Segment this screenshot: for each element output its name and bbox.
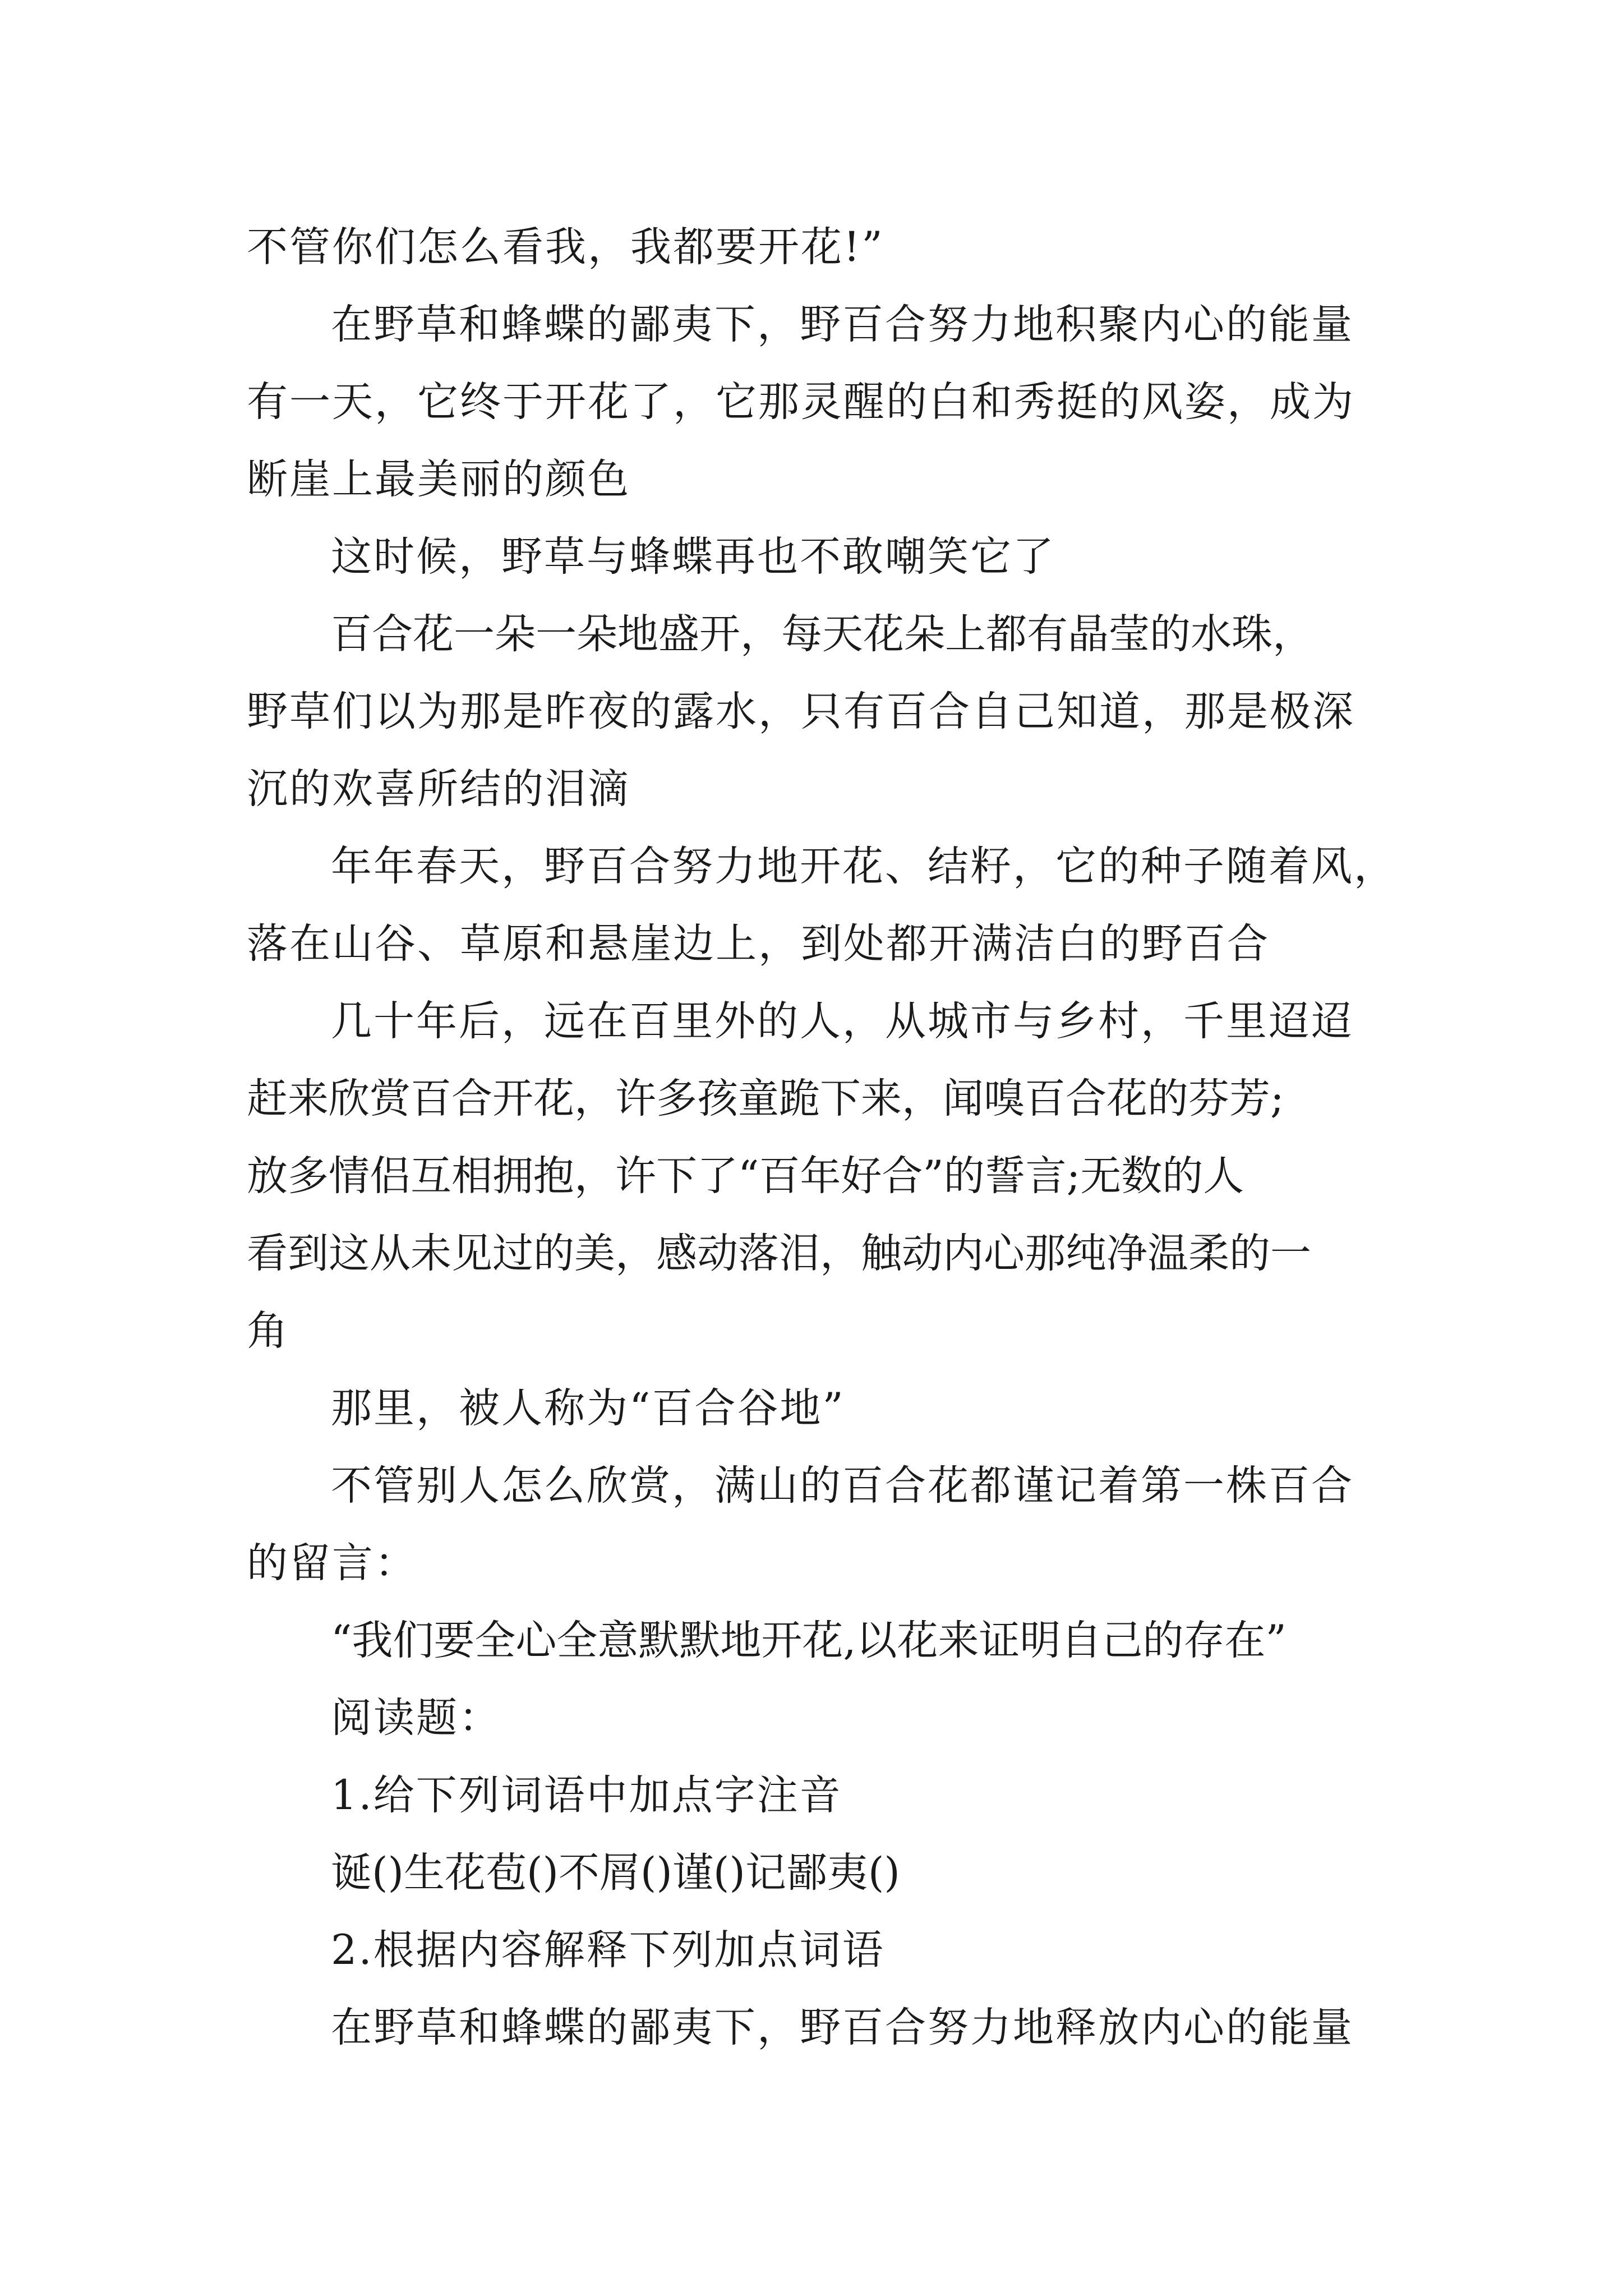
text-line: 不管你们怎么看我，我都要开花!” — [247, 223, 884, 271]
paragraph-5-cont — [247, 905, 1380, 983]
paragraph-10 — [247, 1680, 1380, 1757]
text-line: 百合花一朵一朵地盛开，每天花朵上都有晶莹的水珠， — [331, 610, 1313, 658]
text-line: 沉的欢喜所结的泪滴 — [247, 765, 630, 813]
question-1 — [247, 1757, 1380, 1834]
text-line: 2.根据内容解释下列加点词语 — [331, 1926, 885, 1974]
paragraph-1 — [247, 209, 1380, 286]
paragraph-5 — [247, 828, 1396, 905]
question-1-words — [247, 1834, 1380, 1912]
paragraph-6-cont — [247, 1060, 1380, 1370]
text-line: 赶来欣赏百合开花，许多孩童跪下来，闻嗅百合花的芬芳; — [247, 1075, 1284, 1122]
paragraph-3 — [247, 518, 1380, 596]
text-line: “我们要全心全意默默地开花,以花来证明自己的存在” — [331, 1617, 1287, 1664]
text-line: 这时候，野草与蜂蝶再也不敢嘲笑它了 — [331, 533, 1055, 581]
paragraph-6 — [247, 983, 1380, 1060]
document-body — [247, 209, 1396, 2067]
paragraph-9 — [247, 1602, 1380, 1680]
text-line: 那里，被人称为“百合谷地” — [331, 1384, 845, 1432]
text-line: 阅读题： — [331, 1694, 501, 1742]
text-line: 几十年后，远在百里外的人，从城市与乡村，千里迢迢 — [331, 997, 1354, 1045]
text-line: 看到这从未见过的美，感动落泪，触动内心那纯净温柔的一 — [247, 1230, 1311, 1277]
text-line: 放多情侣互相拥抱，许下了“百年好合”的誓言;无数的人 — [247, 1152, 1244, 1200]
text-line: 不管别人怎么欣赏，满山的百合花都谨记着第一株百合 — [331, 1462, 1354, 1510]
text-line: 在野草和蜂蝶的鄙夷下，野百合努力地释放内心的能量 — [331, 2004, 1354, 2051]
paragraph-4-cont — [247, 673, 1380, 828]
question-2-sentence — [247, 1989, 1380, 2067]
text-line: 角 — [247, 1307, 289, 1355]
question-2 — [247, 1912, 1380, 1989]
text-line: 诞()生花苞()不屑()谨()记鄙夷() — [331, 1849, 900, 1897]
paragraph-2 — [247, 286, 1380, 364]
text-line: 有一天，它终于开花了，它那灵醒的白和秀挺的风姿，成为 — [247, 378, 1355, 426]
text-line: 年年春天，野百合努力地开花、结籽，它的种子随着风， — [331, 843, 1396, 890]
text-line: 断崖上最美丽的颜色 — [247, 455, 630, 503]
text-line: 落在山谷、草原和悬崖边上，到处都开满洁白的野百合 — [247, 920, 1270, 968]
text-line: 的留言： — [247, 1539, 417, 1587]
paragraph-4 — [247, 596, 1380, 673]
paragraph-7 — [247, 1370, 1380, 1447]
text-line: 野草们以为那是昨夜的露水，只有百合自己知道，那是极深 — [247, 688, 1355, 735]
paragraph-2-cont — [247, 364, 1380, 518]
paragraph-8-cont — [247, 1525, 1380, 1602]
paragraph-8 — [247, 1447, 1380, 1525]
text-line: 在野草和蜂蝶的鄙夷下，野百合努力地积聚内心的能量 — [331, 301, 1354, 348]
text-line: 1.给下列词语中加点字注音 — [331, 1772, 842, 1819]
